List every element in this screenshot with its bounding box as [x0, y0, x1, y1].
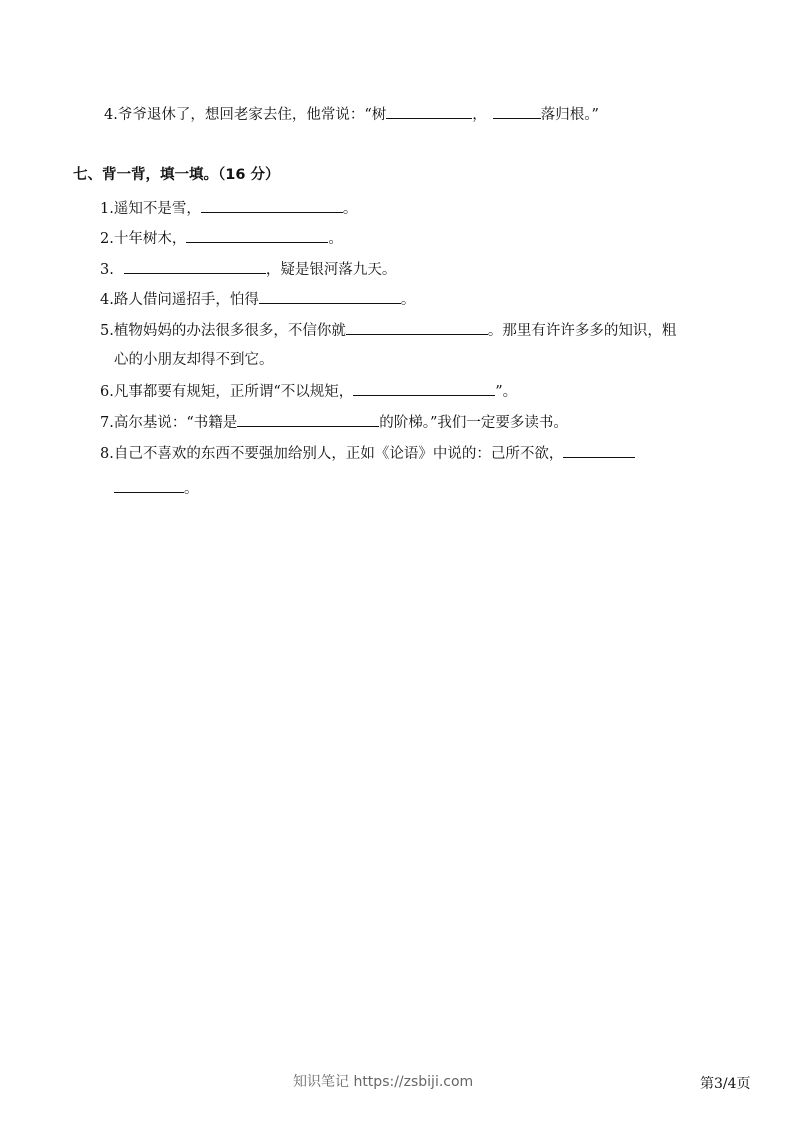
- item-number: 2.: [100, 231, 114, 247]
- page-number: 第3/4页: [700, 1076, 751, 1092]
- section-7-item-1: [100, 198, 357, 219]
- q4-text-c: 落归根。”: [540, 107, 599, 123]
- section-7-item-7: [100, 412, 568, 433]
- item-text: 路人借问遥招手，怕得: [113, 292, 259, 308]
- section-7-item-4: [100, 289, 415, 310]
- item-blank: [346, 320, 488, 335]
- section-7-item-5-continuation: 心的小朋友却得不到它。: [114, 352, 274, 368]
- q4-number: 4.: [104, 107, 118, 123]
- item-text: 十年树木，: [113, 231, 187, 247]
- item-blank: [124, 259, 266, 274]
- item-text: 自己不喜欢的东西不要强加给别人，正如《论语》中说的：己所不欲，: [113, 446, 564, 462]
- item-blank: [353, 381, 495, 396]
- item-number: 1.: [100, 201, 114, 217]
- q4-blank-2: [493, 104, 541, 119]
- section-7-item-8: [100, 443, 635, 464]
- item-number: 7.: [100, 415, 114, 431]
- item-text: ，疑是银河落九天。: [265, 262, 397, 278]
- item-text-end: 。: [400, 292, 416, 308]
- item-number: 4.: [100, 292, 114, 308]
- q4-blank-1: [386, 104, 472, 119]
- item-blank: [114, 478, 184, 493]
- section-7-item-8-continuation: [114, 478, 199, 499]
- q4-text-b: ，: [472, 107, 487, 123]
- section-7-title: 七、背一背，填一填。（16 分）: [73, 167, 280, 183]
- item-number: 3.: [100, 262, 114, 278]
- item-text: 遥知不是雪，: [113, 201, 201, 217]
- item-text-end: 。: [342, 201, 358, 217]
- item-blank: [201, 198, 343, 213]
- q4-line: [104, 104, 599, 125]
- section-7-item-5: [100, 320, 676, 341]
- item-text: 植物妈妈的办法很多很多，不信你就: [113, 323, 346, 339]
- item-blank: [186, 228, 328, 243]
- item-blank: [237, 412, 379, 427]
- section-7-item-3: [100, 259, 396, 280]
- item-text-end: 。: [184, 481, 199, 497]
- item-text-end: 。那里有许许多多的知识，粗: [487, 323, 677, 339]
- item-number: 5.: [100, 323, 114, 339]
- item-text-end: 的阶梯。”我们一定要多读书。: [379, 415, 568, 431]
- item-text: 凡事都要有规矩，正所谓“不以规矩，: [113, 384, 354, 400]
- item-number: 6.: [100, 384, 114, 400]
- section-7-item-6: [100, 381, 517, 402]
- footer-site-watermark: 知识笔记 https://zsbiji.com: [293, 1074, 474, 1090]
- q4-text-a: 爷爷退休了，想回老家去住，他常说：“树: [117, 107, 387, 123]
- item-number: 8.: [100, 446, 114, 462]
- item-blank: [259, 289, 401, 304]
- section-7-item-2: [100, 228, 343, 249]
- item-blank: [563, 443, 635, 458]
- item-text-end: ”。: [495, 384, 518, 400]
- item-text-end: 。: [328, 231, 343, 247]
- item-text: 高尔基说：“书籍是: [113, 415, 238, 431]
